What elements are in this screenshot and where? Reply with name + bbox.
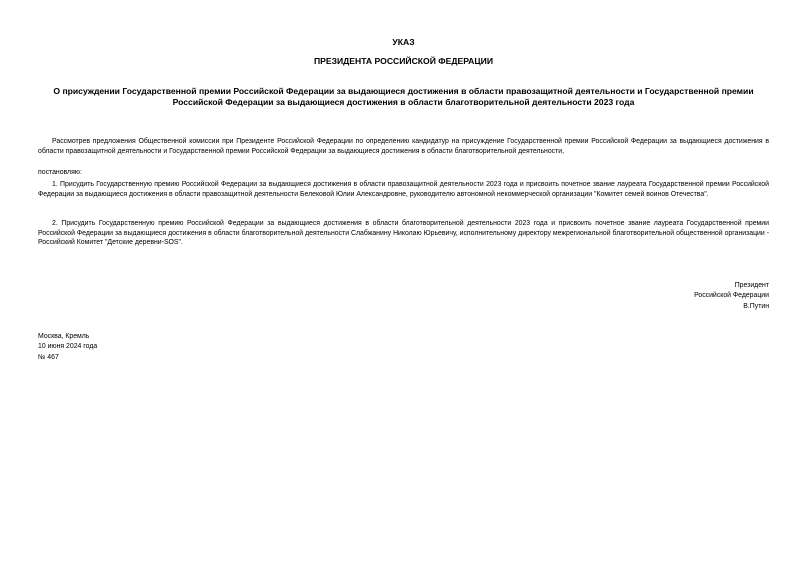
- decree-number: № 467: [38, 353, 59, 361]
- place-text: Москва, Кремль: [38, 333, 90, 340]
- signature-block: [694, 281, 769, 312]
- date-text: 10 июня 2024 года: [38, 343, 98, 351]
- item-1-paragraph: 1. Присудить Государственную премию Российской Федерации за выдающиеся достижения в области правозащитной деятельности 2023 года и присвоить почетное звание лауреата Государственной премии Российской Федерации за выдающиеся достижения в области правозащитной деятельности Белековой Юлии Александровне, руководителю автономной некоммерческой организации "Комитет семей воинов Отечества".: [38, 181, 769, 198]
- signature-name: В.Путин: [743, 302, 769, 310]
- signature-country: Российской Федерации: [694, 292, 769, 300]
- signature-title: Президент: [734, 282, 769, 289]
- decree-title: О присуждении Государственной премии Российской Федерации за выдающиеся достижения в области правозащитной деятельности и Государственной премии Российской Федерации за выдающиеся достижения в области благотворительной деятельности 2023 года: [53, 86, 754, 107]
- document-type-heading: УКАЗ: [392, 37, 415, 47]
- item-2-paragraph: 2. Присудить Государственную премию Российской Федерации за выдающиеся достижения в области благотворительной деятельности 2023 года и присвоить почетное звание лауреата Государственной премии Российской Федерации за выдающиеся достижения в области благотворительной деятельности Слабжанину Николаю Юрьевичу, исполнительному директору межрегиональной благотворительной общественной организации - Российский Комитет "Детские деревни-SOS".: [38, 220, 769, 247]
- place-date-block: [38, 332, 97, 363]
- preamble-paragraph: Рассмотрев предложения Общественной комиссии при Президенте Российской Федерации по определению кандидатур на присуждение Государственной премии Российской Федерации за выдающиеся достижения в области правозащитной деятельности и Государственной премии Российской Федерации за выдающиеся достижения в области благотворительной деятельности,: [38, 138, 769, 155]
- issuer-heading: ПРЕЗИДЕНТА РОССИЙСКОЙ ФЕДЕРАЦИИ: [313, 56, 494, 66]
- decree-word: постановляю:: [38, 169, 82, 176]
